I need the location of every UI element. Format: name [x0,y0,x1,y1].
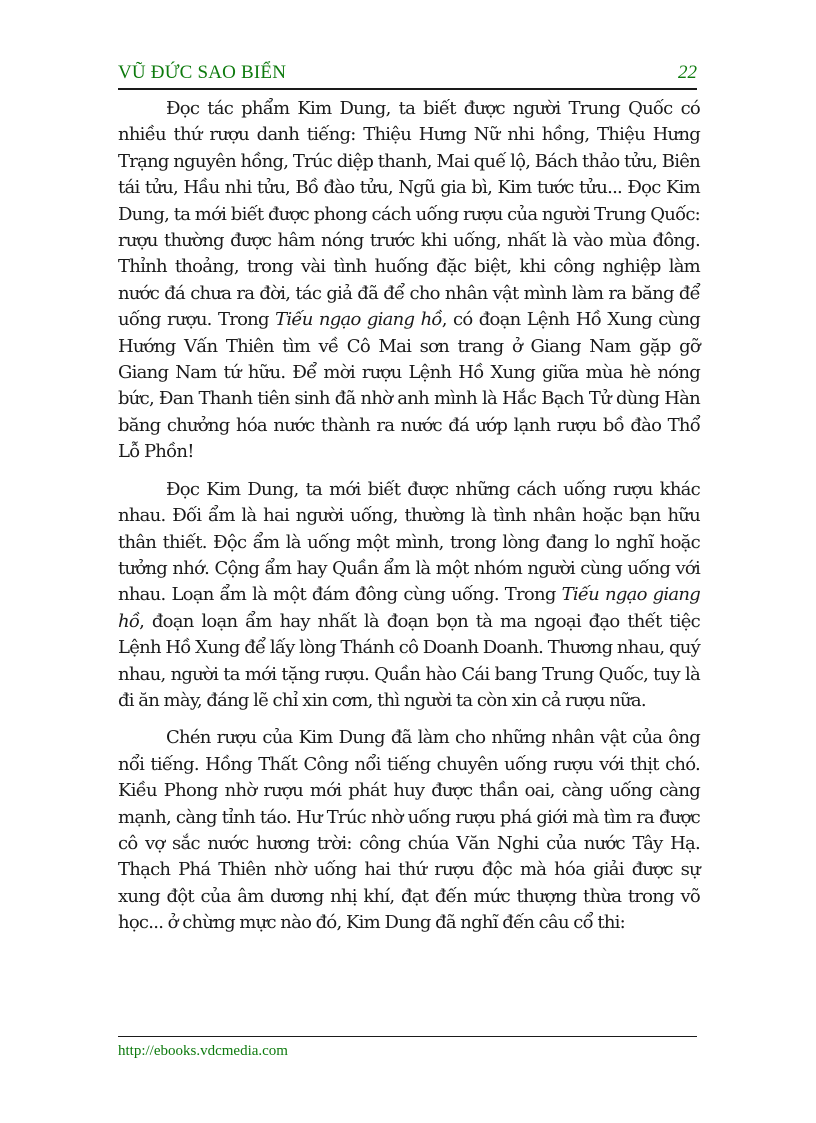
paragraph-1-text-b: , có đoạn Lệnh Hồ Xung cùng Hướng Vấn Thiên tìm về Cô Mai sơn trang ở Giang Nam gặp gỡ Giang Nam tứ hữu. Để mời rượu Lệnh Hồ Xung giữa mùa hè nóng bức, Đan Thanh tiên sinh đã nhờ anh mình là Hắc Bạch Tử dùng Hàn băng chưởng hóa nước thành ra nước đá ướp lạnh rượu bồ đào Thổ Lỗ Phồn! [118,309,701,463]
paragraph-2-text-a: Đọc Kim Dung, ta mới biết được những cách uống rượu khác nhau. Đối ẩm là hai người uống, thường là tình nhân hoặc bạn hữu thân thiết. Độc ẩm là uống một mình, trong lòng đang lo nghĩ hoặc tưởng nhớ. Cộng ẩm hay Quần ẩm là một nhóm người cùng uống với nhau. Loạn ẩm là một đám đông cùng uống. Trong [118,478,700,606]
paragraph-3-text-a: Chén rượu của Kim Dung đã làm cho những nhân vật của ông nổi tiếng. Hồng Thất Công nổi tiếng chuyên uống rượu với thịt chó. Kiều Phong nhờ rượu mới phát huy được thần oai, càng uống càng mạnh, càng tỉnh táo. Hư Trúc nhờ uống rượu phá giới mà tìm ra được cô vợ sắc nước hương trời: công chúa Văn Nghi của nước Tây Hạ. Thạch Phá Thiên nhờ uống hai thứ rượu độc mà hóa giải được sự xung đột của âm dương nhị khí, đạt đến mức thượng thừa trong võ học... ở chừng mực nào đó, Kim Dung đã nghĩ đến câu cổ thi: [118,727,700,934]
paragraph-2 [118,477,700,715]
paragraph-1-text-a: Đọc tác phẩm Kim Dung, ta biết được người Trung Quốc có nhiều thứ rượu danh tiếng: Thiệu Hưng Nữ nhi hồng, Thiệu Hưng Trạng nguyên hồng, Trúc diệp thanh, Mai quế lộ, Bách thảo tửu, Biên tái tửu, Hầu nhi tửu, Bồ đào tửu, Ngũ gia bì, Kim tước tửu... Đọc Kim Dung, ta mới biết được phong cách uống rượu của người Trung Quốc: rượu thường được hâm nóng trước khi uống, nhất là vào mùa đông. Thỉnh thoảng, trong vài tình huống đặc biệt, khi công nghiệp làm nước đá chưa ra đời, tác giả đã để cho nhân vật mình làm ra băng để uống rượu. Trong [118,98,700,331]
paragraph-1 [118,96,700,466]
book-title-italic: Tiếu ngạo giang hồ [275,309,442,331]
paragraph-3 [118,725,700,936]
book-title-italic: Tiếu ngạo giang hồ [118,584,700,632]
footer-url-link[interactable]: http://ebooks.vdcmedia.com [118,1043,288,1059]
body-text [118,96,700,948]
book-title: VŨ ĐỨC SAO BIỂN [118,62,287,83]
page-number: 22 [678,62,697,83]
paragraph-2-text-b: , đoạn loạn ẩm hay nhất là đoạn bọn tà ma ngoại đạo thết tiệc Lệnh Hồ Xung để lấy lòng Thánh cô Doanh Doanh. Thương nhau, quý nhau, người ta mới tặng rượu. Quần hào Cái bang Trung Quốc, tuy là đi ăn mày, đáng lẽ chỉ xin cơm, thì người ta còn xin cả rượu nữa. [118,610,700,711]
footer-divider [118,1036,697,1037]
running-header [118,60,697,90]
